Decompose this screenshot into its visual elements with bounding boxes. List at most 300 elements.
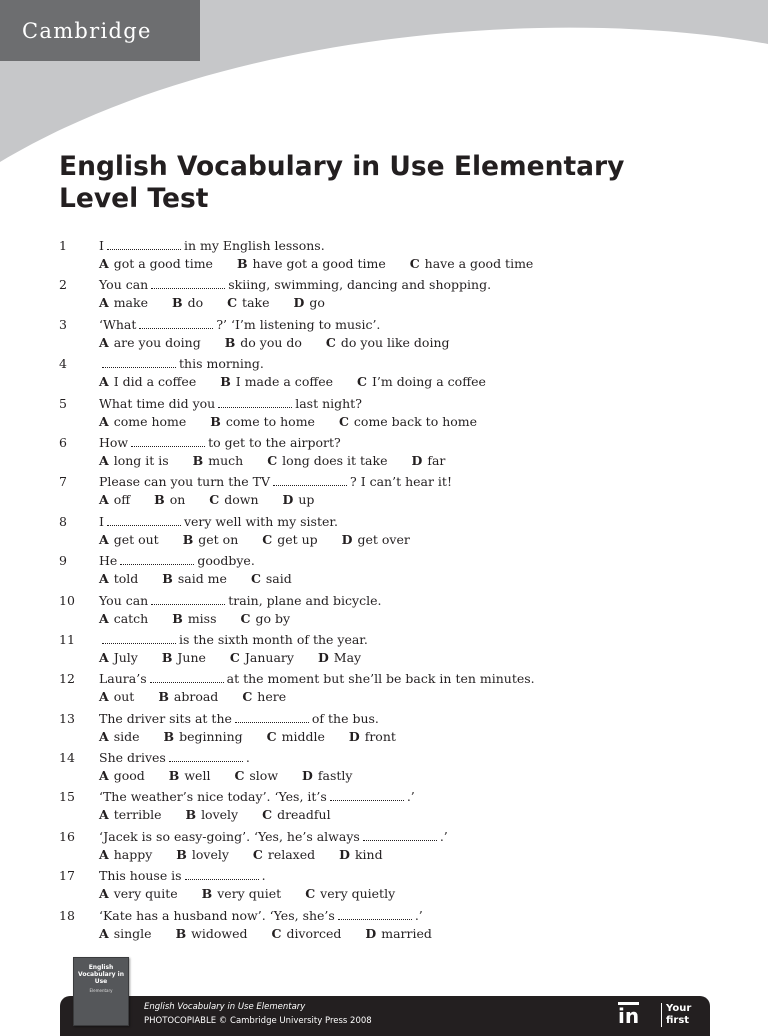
question-item: [0, 277, 768, 316]
option-letter: A: [99, 925, 109, 941]
answer-blank: [218, 397, 292, 408]
book-cover-subtitle: Elementary: [89, 988, 113, 993]
option-letter: D: [282, 492, 294, 508]
answer-option: [294, 295, 325, 310]
question-text-after: goodbye.: [197, 553, 255, 569]
option-text: very quietly: [320, 886, 396, 902]
answer-option: [220, 374, 333, 389]
answer-option: [230, 650, 294, 665]
answer-option: [158, 689, 218, 704]
answer-options: [99, 729, 420, 745]
option-text: get over: [357, 531, 410, 547]
option-text: I did a coffee: [113, 374, 197, 390]
answer-blank: [102, 633, 176, 644]
footer-copyright: PHOTOCOPIABLE © Cambridge University Press 2008: [144, 1016, 372, 1026]
answer-options: [99, 414, 501, 430]
answer-blank: [139, 318, 213, 329]
option-letter: B: [236, 256, 248, 271]
answer-option: [262, 532, 317, 547]
option-letter: A: [99, 689, 109, 705]
option-text: on: [169, 492, 186, 508]
option-letter: B: [176, 846, 187, 862]
answer-option: [357, 374, 486, 389]
question-text: [99, 868, 266, 884]
option-text: divorced: [286, 925, 342, 941]
answer-options: [99, 886, 419, 902]
question-number: 5: [59, 395, 67, 411]
option-text: front: [364, 728, 396, 744]
question-text-after: to get to the airport?: [208, 434, 341, 450]
option-letter: B: [158, 689, 169, 705]
option-text: come home: [113, 413, 187, 429]
question-item: [0, 593, 768, 632]
option-text: married: [381, 925, 432, 941]
answer-option: [154, 492, 185, 507]
question-text-before: ‘Jacek is so easy-going’. ‘Yes, he’s always: [99, 828, 360, 844]
answer-option: [99, 335, 201, 350]
option-text: fastly: [317, 768, 353, 784]
question-number: 14: [59, 750, 75, 766]
option-letter: B: [172, 610, 183, 626]
answer-option: [99, 689, 134, 704]
question-number: 10: [59, 592, 75, 608]
question-text-before: You can: [99, 592, 149, 608]
option-letter: D: [317, 649, 329, 665]
question-text-after: of the bus.: [311, 710, 379, 726]
question-text-before: This house is: [99, 868, 182, 884]
question-text-before: ‘The weather’s nice today’. ‘Yes, it’s: [99, 789, 327, 805]
question-item: [0, 435, 768, 474]
option-text: long it is: [113, 452, 169, 468]
option-letter: C: [266, 728, 277, 744]
option-letter: C: [271, 925, 282, 941]
question-number: 11: [59, 631, 75, 647]
answer-options: [99, 532, 434, 548]
question-text-after: skiing, swimming, dancing and shopping.: [228, 277, 492, 293]
answer-option: [271, 926, 341, 941]
option-letter: A: [99, 413, 109, 429]
answer-option: [99, 492, 130, 507]
question-text: [99, 356, 264, 372]
answer-option: [99, 453, 169, 468]
option-letter: D: [365, 925, 377, 941]
footer-book-name: English Vocabulary in Use Elementary: [144, 1002, 306, 1012]
answer-blank: [338, 909, 412, 920]
option-letter: D: [348, 728, 360, 744]
option-text: come to home: [225, 413, 315, 429]
option-text: have a good time: [424, 256, 534, 271]
option-letter: A: [99, 374, 109, 390]
question-number: 1: [59, 238, 67, 253]
option-text: out: [113, 689, 135, 705]
answer-option: [234, 768, 278, 783]
question-number: 3: [59, 316, 67, 332]
answer-option: [349, 729, 396, 744]
option-letter: C: [234, 768, 245, 784]
option-letter: B: [154, 492, 165, 508]
option-text: here: [257, 689, 287, 705]
question-number: 4: [59, 356, 67, 372]
option-letter: C: [267, 452, 278, 468]
option-text: relaxed: [267, 846, 316, 862]
question-number: 8: [59, 513, 67, 529]
question-text: [99, 908, 423, 924]
question-text-after: at the moment but she’ll be back in ten minutes.: [226, 671, 535, 687]
option-letter: B: [161, 649, 173, 665]
question-item: [0, 317, 768, 356]
answer-blank: [102, 357, 176, 368]
answer-option: [202, 886, 282, 901]
answer-blank: [151, 594, 225, 605]
option-text: do you do: [240, 334, 302, 350]
option-letter: A: [99, 728, 109, 744]
option-text: July: [113, 649, 138, 665]
answer-option: [209, 492, 258, 507]
question-text: [99, 435, 341, 451]
question-item: [0, 829, 768, 868]
answer-options: [99, 295, 349, 311]
question-item: [0, 671, 768, 710]
question-text-after: last night?: [295, 395, 362, 411]
answer-option: [99, 295, 148, 310]
page-title: [59, 151, 699, 215]
question-text-before: He: [99, 553, 118, 569]
question-item: [0, 553, 768, 592]
answer-option: [99, 650, 138, 665]
answer-option: [283, 492, 315, 507]
question-text-after: train, plane and bicycle.: [228, 592, 382, 608]
question-text: [99, 396, 362, 412]
option-text: do: [187, 295, 204, 311]
answer-option: [237, 256, 386, 271]
question-number: 13: [59, 710, 75, 726]
option-text: I made a coffee: [235, 374, 334, 390]
option-text: do you like doing: [340, 334, 450, 350]
title-line-2: Level Test: [59, 183, 209, 214]
question-text: [99, 277, 491, 293]
option-letter: D: [339, 846, 350, 862]
option-letter: C: [240, 610, 251, 626]
question-text-before: The driver sits at the: [99, 710, 232, 726]
answer-option: [193, 453, 244, 468]
option-text: come back to home: [353, 413, 478, 429]
option-text: have got a good time: [252, 256, 386, 271]
answer-option: [267, 729, 325, 744]
option-text: said me: [177, 571, 227, 587]
answer-option: [99, 926, 152, 941]
option-letter: B: [162, 571, 173, 587]
cambridge-logo: [0, 0, 200, 61]
option-text: terrible: [113, 807, 162, 823]
answer-blank: [150, 672, 224, 683]
answer-option: [305, 886, 395, 901]
option-text: lovely: [201, 807, 239, 823]
answer-blank: [169, 751, 243, 762]
question-text-after: .’: [439, 828, 448, 844]
option-text: good: [113, 768, 145, 784]
question-text: [99, 671, 535, 687]
option-letter: B: [201, 886, 213, 902]
answer-option: [99, 807, 161, 822]
answer-blank: [151, 278, 225, 289]
option-letter: C: [262, 531, 273, 547]
option-letter: C: [250, 571, 261, 587]
option-letter: C: [305, 886, 316, 902]
answer-option: [185, 807, 238, 822]
question-text-after: .’: [406, 789, 415, 805]
answer-option: [365, 926, 432, 941]
question-text-after: .: [261, 868, 266, 884]
option-letter: B: [175, 925, 187, 941]
answer-option: [267, 453, 387, 468]
answer-option: [99, 611, 148, 626]
option-letter: C: [262, 807, 273, 823]
option-text: abroad: [173, 689, 219, 705]
option-letter: A: [99, 886, 109, 902]
question-text: [99, 593, 381, 609]
option-letter: B: [220, 374, 231, 390]
option-text: happy: [113, 846, 153, 862]
answer-option: [99, 768, 145, 783]
option-letter: A: [99, 610, 109, 626]
option-letter: A: [99, 846, 109, 862]
answer-option: [164, 729, 243, 744]
option-text: go by: [255, 610, 291, 626]
question-number: 9: [59, 553, 67, 569]
question-text: [99, 474, 452, 490]
option-text: down: [224, 492, 259, 508]
option-letter: C: [357, 374, 367, 390]
option-letter: A: [99, 531, 109, 547]
answer-options: [99, 374, 510, 390]
question-text-before: Please can you turn the TV: [99, 474, 271, 490]
option-letter: C: [242, 689, 253, 705]
answer-options: [99, 492, 338, 508]
option-text: widowed: [191, 925, 248, 941]
answer-options: [99, 335, 474, 351]
question-text-after: very well with my sister.: [183, 513, 338, 529]
option-text: far: [427, 452, 446, 468]
option-text: get out: [113, 531, 159, 547]
question-item: [0, 474, 768, 513]
question-number: 18: [59, 907, 75, 923]
book-cover-title: English Vocabulary in Use: [78, 964, 125, 985]
option-letter: A: [99, 452, 109, 468]
option-text: dreadful: [277, 807, 331, 823]
option-text: got a good time: [113, 256, 213, 271]
option-letter: C: [209, 492, 220, 508]
answer-blank: [235, 712, 309, 723]
question-text-before: I: [99, 238, 104, 253]
option-letter: B: [163, 728, 175, 744]
option-letter: B: [168, 768, 180, 784]
option-text: very quite: [113, 886, 178, 902]
answer-option: [262, 807, 330, 822]
answer-option: [99, 729, 140, 744]
option-text: long does it take: [282, 452, 388, 468]
answer-options: [99, 453, 469, 469]
question-number: 16: [59, 828, 75, 844]
question-item: [0, 711, 768, 750]
footer-logo: in: [618, 1004, 640, 1028]
question-item: [0, 908, 768, 947]
question-text: [99, 711, 379, 727]
question-text-before: She drives: [99, 750, 166, 766]
option-text: very quiet: [217, 886, 282, 902]
question-number: 15: [59, 789, 75, 805]
option-letter: B: [182, 531, 194, 547]
option-text: get up: [277, 531, 318, 547]
option-text: May: [333, 649, 362, 665]
question-number: 7: [59, 474, 67, 490]
answer-option: [339, 414, 477, 429]
question-text-after: .’: [414, 907, 423, 923]
question-text-after: ?’ ‘I’m listening to music’.: [216, 316, 381, 332]
answer-option: [225, 335, 302, 350]
option-text: single: [113, 925, 152, 941]
answer-option: [99, 886, 178, 901]
question-text: [99, 750, 250, 766]
option-letter: B: [210, 413, 221, 429]
option-letter: C: [338, 413, 349, 429]
answer-options: [99, 650, 385, 666]
option-text: catch: [113, 610, 149, 626]
answer-options: [99, 807, 355, 823]
option-letter: A: [99, 256, 109, 271]
option-text: I’m doing a coffee: [371, 374, 486, 390]
question-text-after: in my English lessons.: [183, 238, 325, 253]
answer-options: [99, 926, 456, 942]
option-letter: A: [99, 649, 109, 665]
option-text: get on: [198, 531, 239, 547]
option-text: January: [244, 649, 294, 665]
answer-option: [410, 256, 534, 271]
answer-blank: [131, 436, 205, 447]
option-text: told: [113, 571, 139, 587]
option-letter: B: [224, 334, 236, 350]
answer-options: [99, 611, 314, 627]
answer-option: [318, 650, 361, 665]
answer-option: [339, 847, 382, 862]
answer-option: [210, 414, 315, 429]
question-number: 12: [59, 671, 75, 687]
question-text-after: .: [245, 750, 250, 766]
title-line-1: English Vocabulary in Use Elementary: [59, 151, 625, 182]
answer-option: [99, 414, 186, 429]
answer-option: [172, 611, 216, 626]
option-text: beginning: [179, 728, 243, 744]
answer-option: [241, 611, 291, 626]
question-text-before: How: [99, 434, 129, 450]
option-text: miss: [187, 610, 217, 626]
question-list: [0, 238, 768, 947]
option-text: make: [113, 295, 148, 311]
answer-option: [176, 847, 229, 862]
option-text: kind: [354, 846, 383, 862]
answer-option: [326, 335, 450, 350]
option-letter: B: [185, 807, 197, 823]
question-text-before: ‘What: [99, 316, 137, 332]
question-text: [99, 829, 448, 845]
option-text: side: [113, 728, 140, 744]
question-number: 2: [59, 277, 67, 293]
question-text: [99, 632, 368, 648]
answer-options: [99, 571, 316, 587]
option-text: middle: [281, 728, 325, 744]
question-text-before: Laura’s: [99, 671, 147, 687]
answer-option: [251, 571, 292, 586]
question-item: [0, 396, 768, 435]
option-letter: A: [99, 768, 109, 784]
question-text: [99, 317, 380, 333]
question-text-before: What time did you: [99, 395, 216, 411]
footer-tagline: Your first: [661, 1003, 706, 1027]
answer-blank: [185, 869, 259, 880]
option-text: much: [208, 452, 244, 468]
answer-option: [99, 374, 196, 389]
option-text: June: [177, 649, 206, 665]
option-letter: D: [302, 768, 313, 784]
brand-text: Cambridge: [22, 18, 152, 43]
option-letter: A: [99, 295, 109, 311]
option-letter: B: [192, 452, 204, 468]
option-letter: A: [99, 807, 109, 823]
option-letter: D: [411, 452, 423, 468]
answer-options: [99, 847, 407, 863]
answer-option: [176, 926, 248, 941]
question-text-before: ‘Kate has a husband now’. ‘Yes, she’s: [99, 907, 335, 923]
answer-option: [342, 532, 410, 547]
answer-option: [183, 532, 239, 547]
option-letter: B: [171, 295, 183, 311]
option-letter: D: [341, 531, 353, 547]
option-letter: C: [325, 334, 336, 350]
option-text: off: [113, 492, 131, 508]
question-item: [0, 356, 768, 395]
option-letter: C: [227, 295, 238, 311]
answer-option: [242, 689, 286, 704]
question-text: [99, 238, 325, 254]
option-letter: A: [99, 492, 109, 508]
question-text: [99, 789, 415, 805]
option-letter: C: [409, 256, 420, 271]
option-text: well: [184, 768, 211, 784]
option-text: take: [242, 295, 270, 311]
answer-blank: [107, 515, 181, 526]
question-item: [0, 514, 768, 553]
question-text: [99, 553, 255, 569]
answer-option: [99, 847, 152, 862]
question-item: [0, 868, 768, 907]
answer-option: [99, 571, 138, 586]
option-letter: D: [293, 295, 305, 311]
option-text: go: [309, 295, 325, 311]
option-letter: A: [99, 334, 109, 350]
option-text: are you doing: [113, 334, 201, 350]
question-number: 17: [59, 868, 75, 884]
question-text-before: You can: [99, 277, 149, 293]
option-text: slow: [249, 768, 279, 784]
option-text: up: [298, 492, 315, 508]
option-letter: A: [99, 571, 109, 587]
answer-options: [99, 689, 310, 705]
option-letter: C: [229, 649, 240, 665]
book-cover-thumbnail: [73, 957, 129, 1026]
answer-blank: [330, 790, 404, 801]
option-text: said: [265, 571, 292, 587]
question-text: [99, 514, 338, 530]
answer-blank: [273, 475, 347, 486]
